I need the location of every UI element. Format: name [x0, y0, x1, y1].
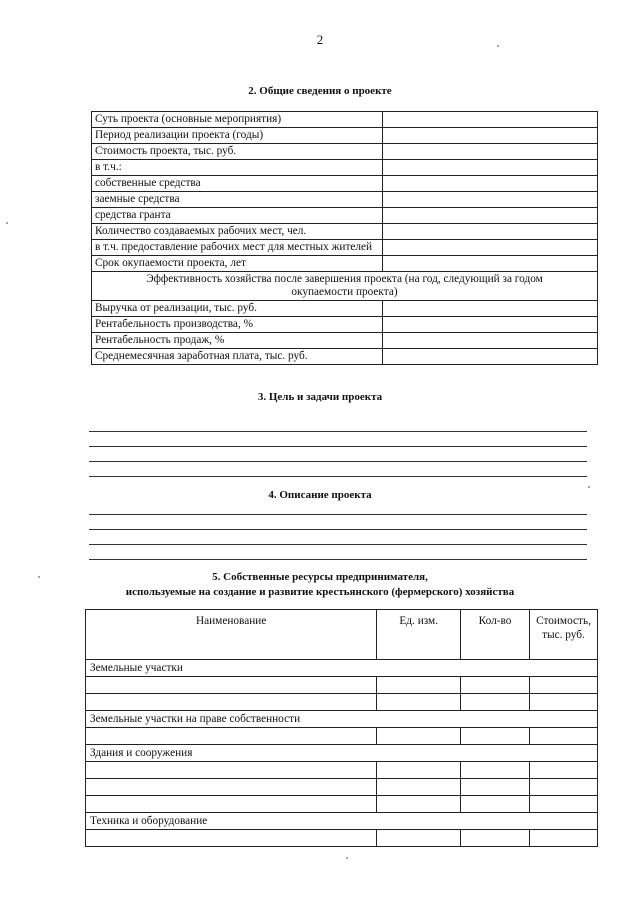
empty-cell[interactable]: [530, 677, 598, 694]
fill-line: [89, 462, 587, 477]
scan-speck: [6, 222, 8, 224]
empty-cell[interactable]: [86, 830, 377, 847]
empty-cell[interactable]: [377, 779, 461, 796]
value-cell[interactable]: [383, 333, 598, 349]
scan-speck: [346, 857, 348, 859]
info-row: [92, 160, 598, 176]
table-row: [86, 762, 598, 779]
empty-cell[interactable]: [377, 796, 461, 813]
info-row: [92, 192, 598, 208]
empty-cell[interactable]: [377, 677, 461, 694]
column-header: Кол-во: [461, 610, 530, 660]
empty-cell[interactable]: [461, 762, 530, 779]
scan-speck: [497, 45, 499, 47]
table-row: [86, 830, 598, 847]
efficiency-row: [92, 317, 598, 333]
info-row: [92, 208, 598, 224]
empty-cell[interactable]: [530, 796, 598, 813]
row-label: Суть проекта (основные мероприятия): [92, 112, 383, 128]
own-resources-table: [85, 609, 598, 847]
table-row: [86, 677, 598, 694]
table-row: [86, 694, 598, 711]
value-cell[interactable]: [383, 256, 598, 272]
empty-cell[interactable]: [461, 694, 530, 711]
empty-cell[interactable]: [86, 728, 377, 745]
section-2-heading: 2. Общие сведения о проекте: [248, 85, 392, 97]
value-cell[interactable]: [383, 128, 598, 144]
row-label: Рентабельность производства, %: [92, 317, 383, 333]
value-cell[interactable]: [383, 349, 598, 365]
empty-cell[interactable]: [86, 694, 377, 711]
efficiency-header: Эффективность хозяйства после завершения проекта (на год, следующий за годом окупаемости проекта): [92, 272, 598, 301]
group-title: Техника и оборудование: [86, 813, 598, 830]
column-header: Стоимость, тыс. руб.: [530, 610, 598, 660]
info-row: [92, 256, 598, 272]
empty-cell[interactable]: [377, 830, 461, 847]
page-number: 2: [316, 32, 324, 47]
group-title: Земельные участки на праве собственности: [86, 711, 598, 728]
empty-cell[interactable]: [530, 779, 598, 796]
fill-line: [89, 447, 587, 462]
row-label: Выручка от реализации, тыс. руб.: [92, 301, 383, 317]
row-label: в т.ч. предоставление рабочих мест для местных жителей: [92, 240, 383, 256]
info-row: [92, 112, 598, 128]
group-title: Земельные участки: [86, 660, 598, 677]
row-label: Срок окупаемости проекта, лет: [92, 256, 383, 272]
value-cell[interactable]: [383, 176, 598, 192]
empty-cell[interactable]: [530, 694, 598, 711]
scan-speck: [38, 576, 40, 578]
section-5-heading-line-1: 5. Собственные ресурсы предпринимателя,: [212, 571, 428, 583]
empty-cell[interactable]: [86, 796, 377, 813]
value-cell[interactable]: [383, 317, 598, 333]
value-cell[interactable]: [383, 112, 598, 128]
empty-cell[interactable]: [461, 830, 530, 847]
section-3-heading: 3. Цель и задачи проекта: [257, 391, 383, 403]
scan-speck: [588, 486, 590, 488]
fill-line: [89, 530, 587, 545]
table-row: [86, 796, 598, 813]
value-cell[interactable]: [383, 240, 598, 256]
efficiency-header-row: [92, 272, 598, 301]
row-label: Стоимость проекта, тыс. руб.: [92, 144, 383, 160]
row-label: Количество создаваемых рабочих мест, чел.: [92, 224, 383, 240]
empty-cell[interactable]: [86, 779, 377, 796]
empty-cell[interactable]: [461, 779, 530, 796]
info-row: [92, 128, 598, 144]
section-4-fill-lines: [89, 500, 587, 560]
row-label: Рентабельность продаж, %: [92, 333, 383, 349]
row-label: Среднемесячная заработная плата, тыс. руб.: [92, 349, 383, 365]
value-cell[interactable]: [383, 224, 598, 240]
section-3-fill-lines: [89, 417, 587, 477]
fill-line: [89, 545, 587, 560]
column-header: Наименование: [86, 610, 377, 660]
row-label: в т.ч.:: [92, 160, 383, 176]
empty-cell[interactable]: [377, 728, 461, 745]
empty-cell[interactable]: [530, 728, 598, 745]
empty-cell[interactable]: [377, 762, 461, 779]
empty-cell[interactable]: [461, 796, 530, 813]
info-row: [92, 240, 598, 256]
empty-cell[interactable]: [461, 728, 530, 745]
group-title: Здания и сооружения: [86, 745, 598, 762]
info-row: [92, 224, 598, 240]
row-label: собственные средства: [92, 176, 383, 192]
group-title-row: [86, 660, 598, 677]
empty-cell[interactable]: [377, 694, 461, 711]
value-cell[interactable]: [383, 208, 598, 224]
fill-line: [89, 500, 587, 515]
section-5-heading-line-2: используемые на создание и развитие крестьянского (фермерского) хозяйства: [125, 586, 515, 598]
group-title-row: [86, 813, 598, 830]
empty-cell[interactable]: [461, 677, 530, 694]
row-label: средства гранта: [92, 208, 383, 224]
efficiency-row: [92, 333, 598, 349]
project-general-info-table: [91, 111, 598, 365]
table-row: [86, 779, 598, 796]
efficiency-row: [92, 349, 598, 365]
value-cell[interactable]: [383, 144, 598, 160]
fill-line: [89, 417, 587, 432]
info-row: [92, 176, 598, 192]
value-cell[interactable]: [383, 192, 598, 208]
empty-cell[interactable]: [86, 762, 377, 779]
group-title-row: [86, 711, 598, 728]
row-label: заемные средства: [92, 192, 383, 208]
efficiency-row: [92, 301, 598, 317]
value-cell[interactable]: [383, 160, 598, 176]
info-row: [92, 144, 598, 160]
table-header-row: [86, 610, 598, 660]
empty-cell[interactable]: [86, 677, 377, 694]
fill-line: [89, 432, 587, 447]
column-header: Ед. изм.: [377, 610, 461, 660]
empty-cell[interactable]: [530, 762, 598, 779]
row-label: Период реализации проекта (годы): [92, 128, 383, 144]
section-4-heading: 4. Описание проекта: [268, 489, 372, 501]
group-title-row: [86, 745, 598, 762]
table-row: [86, 728, 598, 745]
fill-line: [89, 515, 587, 530]
value-cell[interactable]: [383, 301, 598, 317]
empty-cell[interactable]: [530, 830, 598, 847]
